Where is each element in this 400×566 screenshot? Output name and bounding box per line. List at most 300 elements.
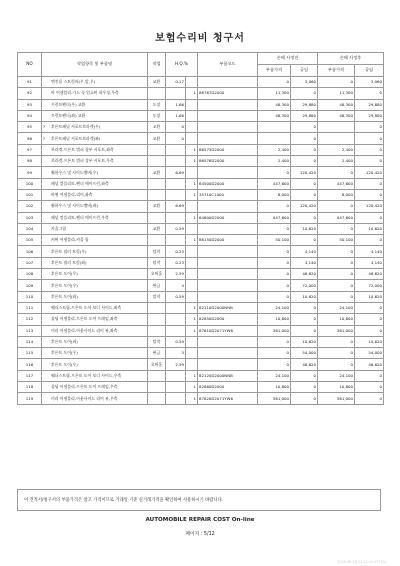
row-hq: 0 <box>166 133 186 144</box>
row-after-labor: 10,620 <box>355 291 384 302</box>
row-hq <box>166 88 186 99</box>
row-part-code <box>198 291 258 302</box>
row-item-name <box>42 212 148 223</box>
row-qty <box>186 291 198 302</box>
row-after-labor: 29,880 <box>355 99 384 110</box>
row-part-code <box>198 280 258 291</box>
row-no: 112 <box>18 314 42 325</box>
row-item-name <box>42 269 148 280</box>
row-hq: 0.59 <box>166 223 186 234</box>
row-no: 119 <box>18 393 42 404</box>
row-work-type <box>148 325 166 336</box>
row-qty: 1 <box>186 144 198 155</box>
row-no: 105 <box>18 235 42 246</box>
row-part-code <box>198 122 258 133</box>
row-after-part-price: 0 <box>318 359 355 370</box>
row-item-label: 패널 컴플리트-펜더 에이프런,우측 <box>51 214 109 220</box>
row-before-part-price: 0 <box>258 201 291 212</box>
row-item-label: 후론트 도어(우) <box>51 361 78 367</box>
row-item-label: 후론트패널 서포트브라켓(우) <box>51 124 101 130</box>
row-work-type <box>148 156 166 167</box>
row-part-code <box>198 269 258 280</box>
row-item-label: 후론트 도어(우) <box>51 282 78 288</box>
row-no: 111 <box>18 302 42 313</box>
row-item-label: 미러 어셈블리-아웃사이드 리어 뷰,우측 <box>51 395 118 401</box>
row-work-type: 교환 <box>148 223 166 234</box>
table-row <box>18 133 384 144</box>
cost-table <box>17 52 384 405</box>
row-before-labor: 29,880 <box>291 110 318 121</box>
row-hq: 3 <box>166 348 186 359</box>
row-item-label: 후론트 필러 트림(좌) <box>51 259 87 265</box>
row-no: 113 <box>18 325 42 336</box>
page-indicator: 페이지 : 5/12 <box>185 532 215 537</box>
row-before-part-price: 0 <box>258 280 291 291</box>
row-no: 95 <box>18 122 42 133</box>
row-hq: 1.66 <box>166 99 186 110</box>
row-before-labor: 0 <box>291 370 318 381</box>
row-before-part-price: 50,100 <box>258 235 291 246</box>
row-after-part-price: 48,300 <box>318 99 355 110</box>
row-qty <box>186 348 198 359</box>
row-qty <box>186 122 198 133</box>
row-before-labor: 0 <box>291 178 318 189</box>
row-item-label: 프런트펜더(좌) 교환 <box>51 113 86 119</box>
row-before-part-price: 11,300 <box>258 88 291 99</box>
row-no: 97 <box>18 144 42 155</box>
row-after-part-price: 24,100 <box>318 370 355 381</box>
row-hq <box>166 156 186 167</box>
row-after-labor: 0 <box>355 370 384 381</box>
table-row <box>18 201 384 212</box>
table-row <box>18 257 384 268</box>
table-row <box>18 359 384 370</box>
row-work-type: 교환 <box>148 133 166 144</box>
row-qty <box>186 167 198 178</box>
table-row <box>18 246 384 257</box>
table-row <box>18 382 384 393</box>
row-no: 98 <box>18 156 42 167</box>
row-work-type: 판금 <box>148 348 166 359</box>
row-work-type <box>148 88 166 99</box>
row-part-code: 82110D2000NNB <box>198 302 258 313</box>
table-row <box>18 156 384 167</box>
row-no: 100 <box>18 178 42 189</box>
row-part-code: 35710C1000 <box>198 189 258 200</box>
row-before-labor: 46,620 <box>291 359 318 370</box>
row-before-part-price <box>258 133 291 144</box>
row-after-labor: 0 <box>355 212 384 223</box>
row-after-labor: 10,620 <box>355 223 384 234</box>
print-timestamp: 2020-05-18 11:12:14,077(G) <box>337 560 386 564</box>
table-row <box>18 370 384 381</box>
table-row <box>18 110 384 121</box>
row-after-labor: 4,140 <box>355 246 384 257</box>
row-work-type <box>148 178 166 189</box>
row-qty: 1 <box>186 370 198 381</box>
row-after-labor: 0 <box>355 235 384 246</box>
row-item-name <box>42 348 148 359</box>
row-before-labor: 29,880 <box>291 99 318 110</box>
row-part-code: 82860D2000 <box>198 382 258 393</box>
row-before-labor: 10,620 <box>291 336 318 347</box>
row-after-labor: 10,620 <box>355 336 384 347</box>
row-part-code <box>198 110 258 121</box>
header-after-labor: 공임 <box>355 65 384 77</box>
row-after-part-price: 2,400 <box>318 156 355 167</box>
row-before-labor: 0 <box>291 212 318 223</box>
table-row <box>18 314 384 325</box>
row-part-code: 82120D2000NNB <box>198 370 258 381</box>
row-item-name <box>42 382 148 393</box>
row-work-type <box>148 382 166 393</box>
price-notice: 이 견적서/청구서의 부품가격은 참고 가격이므로 거래일 기준 실거래가격을 확인하여 사용하시기 바랍니다. <box>17 489 381 511</box>
row-before-part-price: 10,800 <box>258 382 291 393</box>
row-before-part-price: 24,100 <box>258 302 291 313</box>
table-row <box>18 325 384 336</box>
row-part-code <box>198 223 258 234</box>
row-part-code <box>198 133 258 144</box>
row-after-part-price: 0 <box>318 348 355 359</box>
row-hq <box>166 302 186 313</box>
row-no: 101 <box>18 189 42 200</box>
row-after-labor: 0 <box>355 156 384 167</box>
row-item-name <box>42 280 148 291</box>
row-after-part-price: 10,800 <box>318 314 355 325</box>
row-before-part-price: 361,000 <box>258 393 291 404</box>
row-before-labor: 0 <box>291 235 318 246</box>
row-after-part-price: 447,600 <box>318 178 355 189</box>
row-item-name <box>42 156 148 167</box>
row-no: 93 <box>18 99 42 110</box>
row-item-label: 휠하우스 및 사이드멤버(좌) <box>51 203 98 209</box>
row-item-label: 후론트 도어(좌) <box>51 293 78 299</box>
row-item-name <box>42 325 148 336</box>
row-item-label: 프런트펜더(우) 교환 <box>51 101 86 107</box>
row-item-name <box>42 393 148 404</box>
row-hq: 6.69 <box>166 167 186 178</box>
row-item-name <box>42 167 148 178</box>
row-after-part-price: 447,600 <box>318 212 355 223</box>
row-item-name <box>42 189 148 200</box>
row-before-part-price: 0 <box>258 77 291 88</box>
row-before-part-price: 0 <box>258 336 291 347</box>
row-after-labor: 46,620 <box>355 269 384 280</box>
row-after-labor: 54,000 <box>355 348 384 359</box>
row-hq: 4 <box>166 280 186 291</box>
row-after-labor: 0 <box>355 144 384 155</box>
row-item-label: 미러 어셈블리-아웃사이드 리어 뷰,좌측 <box>51 327 118 333</box>
footer-title: AUTOMOBILE REPAIR COST On-line <box>145 517 255 523</box>
row-work-type <box>148 189 166 200</box>
row-before-part-price: 0 <box>258 223 291 234</box>
row-qty: 1 <box>186 382 198 393</box>
header-after-part-price: 부품가격 <box>318 65 355 77</box>
row-after-labor: 0 <box>355 382 384 393</box>
row-qty: 1 <box>186 88 198 99</box>
row-work-type: 교환 <box>148 122 166 133</box>
row-item-label: 몰딩 어셈블리-프론트 도어 프레임,좌측 <box>51 316 118 322</box>
row-mark: ? <box>43 124 46 130</box>
row-qty <box>186 77 198 88</box>
row-hq <box>166 144 186 155</box>
row-work-type <box>148 393 166 404</box>
row-after-labor: 0 <box>355 189 384 200</box>
row-hq: 0 <box>166 122 186 133</box>
row-after-labor: 0 <box>355 122 384 133</box>
row-qty <box>186 201 198 212</box>
row-before-labor: 4,140 <box>291 246 318 257</box>
row-work-type: 판금 <box>148 280 166 291</box>
row-before-labor: 0 <box>291 325 318 336</box>
row-part-code: 64600D2000 <box>198 212 258 223</box>
header-hq: H.Q.% <box>166 53 198 77</box>
row-part-code: 86576D2000 <box>198 156 258 167</box>
row-before-labor: 0 <box>291 122 318 133</box>
row-before-part-price: 10,800 <box>258 314 291 325</box>
row-after-labor: 4,140 <box>355 257 384 268</box>
row-item-label: 후론트 도어(우) <box>51 271 78 277</box>
row-item-name <box>42 246 148 257</box>
row-item-label: 브라켓-프론트 범퍼 상부 서포트,좌측 <box>51 146 114 152</box>
row-work-type: 탈착 <box>148 291 166 302</box>
row-after-part-price: 0 <box>318 269 355 280</box>
row-after-part-price <box>318 122 355 133</box>
row-qty: 1 <box>186 235 198 246</box>
row-after-labor: 72,000 <box>355 280 384 291</box>
row-item-label: 브라켓-프론트 범퍼 상부 서포트,우측 <box>51 158 114 164</box>
row-after-part-price: 2,400 <box>318 144 355 155</box>
row-item-name <box>42 122 148 133</box>
header-after-adjustment: 손해 사정후 <box>318 53 384 65</box>
row-after-labor: 0 <box>355 393 384 404</box>
row-after-part-price: 0 <box>318 257 355 268</box>
row-work-type <box>148 212 166 223</box>
table-row <box>18 223 384 234</box>
row-after-labor: 0 <box>355 133 384 144</box>
row-after-part-price: 0 <box>318 77 355 88</box>
row-item-name <box>42 99 148 110</box>
row-after-part-price: 0 <box>318 167 355 178</box>
row-item-label: 커버 어셈블리-카울 톱 <box>51 237 89 243</box>
table-row <box>18 302 384 313</box>
row-item-label: 엔진룸 스트럿바(우,앞,우) <box>51 79 96 85</box>
header-part-code: 부품코드 <box>198 53 258 77</box>
row-before-labor: 10,620 <box>291 223 318 234</box>
row-item-name <box>42 291 148 302</box>
row-hq: 1.66 <box>166 110 186 121</box>
header-before-adjustment: 손해 사정전 <box>258 53 318 65</box>
row-work-type: 탈착 <box>148 257 166 268</box>
row-before-labor: 0 <box>291 133 318 144</box>
row-hq <box>166 189 186 200</box>
row-qty: 1 <box>186 302 198 313</box>
table-row <box>18 269 384 280</box>
row-before-part-price <box>258 122 291 133</box>
row-work-type: 오버홀 <box>148 359 166 370</box>
row-qty <box>186 223 198 234</box>
row-qty <box>186 133 198 144</box>
row-before-labor: 0 <box>291 302 318 313</box>
row-after-part-price: 24,100 <box>318 302 355 313</box>
row-work-type: 교환 <box>148 201 166 212</box>
row-item-name <box>42 133 148 144</box>
row-item-label: 카울그릴 <box>51 226 67 232</box>
row-hq <box>166 393 186 404</box>
row-work-type: 탈착 <box>148 336 166 347</box>
row-qty <box>186 257 198 268</box>
row-mark: ? <box>43 135 46 141</box>
table-row <box>18 280 384 291</box>
row-item-label: 몰딩 어셈블리-프론트 도어 프레임,우측 <box>51 384 118 390</box>
row-after-part-price: 0 <box>318 223 355 234</box>
row-qty: 1 <box>186 314 198 325</box>
row-after-part-price: 0 <box>318 246 355 257</box>
table-row <box>18 178 384 189</box>
row-after-labor: 0 <box>355 325 384 336</box>
row-no: 106 <box>18 246 42 257</box>
row-hq <box>166 178 186 189</box>
row-item-label: 바 어셈블리-가드 속 업쇼버 하우징,우측 <box>51 90 119 96</box>
row-qty <box>186 280 198 291</box>
row-item-name <box>42 336 148 347</box>
row-after-labor: 0 <box>355 88 384 99</box>
row-no: 102 <box>18 201 42 212</box>
row-item-name <box>42 88 148 99</box>
row-item-name <box>42 257 148 268</box>
row-after-part-price: 0 <box>318 291 355 302</box>
row-item-label: 패널 컴플리트-펜더 에이프런,좌측 <box>51 180 109 186</box>
row-item-label: 후론트 필러 트림(우) <box>51 248 87 254</box>
row-before-labor: 0 <box>291 314 318 325</box>
page-title: 보험수리비 청구서 <box>155 33 245 44</box>
row-part-code: 87610D2071YW6 <box>198 325 258 336</box>
row-after-labor: 0 <box>355 178 384 189</box>
row-qty: 1 <box>186 189 198 200</box>
row-item-name <box>42 201 148 212</box>
row-qty <box>186 99 198 110</box>
row-no: 103 <box>18 212 42 223</box>
table-row <box>18 235 384 246</box>
row-no: 107 <box>18 257 42 268</box>
row-before-part-price: 48,300 <box>258 110 291 121</box>
row-item-name <box>42 370 148 381</box>
row-before-part-price: 2,400 <box>258 144 291 155</box>
row-hq <box>166 212 186 223</box>
row-qty: 1 <box>186 325 198 336</box>
row-qty <box>186 336 198 347</box>
row-before-part-price: 0 <box>258 269 291 280</box>
row-before-labor: 46,620 <box>291 269 318 280</box>
row-hq <box>166 382 186 393</box>
row-part-code: 86767D2000 <box>198 88 258 99</box>
row-no: 118 <box>18 382 42 393</box>
row-no: 92 <box>18 88 42 99</box>
row-qty <box>186 246 198 257</box>
row-before-labor: 54,000 <box>291 348 318 359</box>
row-no: 108 <box>18 269 42 280</box>
row-part-code <box>198 201 258 212</box>
row-before-part-price: 361,000 <box>258 325 291 336</box>
row-qty <box>186 269 198 280</box>
table-row <box>18 88 384 99</box>
row-hq: 2.59 <box>166 359 186 370</box>
table-row <box>18 348 384 359</box>
row-qty: 1 <box>186 393 198 404</box>
table-row <box>18 99 384 110</box>
row-item-label: 후론트 도어(좌) <box>51 339 78 345</box>
table-row <box>18 393 384 404</box>
row-item-name <box>42 144 148 155</box>
row-no: 109 <box>18 280 42 291</box>
row-after-labor: 3,060 <box>355 77 384 88</box>
row-work-type: 도장 <box>148 110 166 121</box>
row-before-part-price: 0 <box>258 246 291 257</box>
table-row <box>18 291 384 302</box>
row-hq: 0.23 <box>166 246 186 257</box>
row-after-part-price: 361,000 <box>318 325 355 336</box>
row-before-labor: 0 <box>291 189 318 200</box>
row-work-type <box>148 235 166 246</box>
row-item-name <box>42 314 148 325</box>
header-before-part-price: 부품가격 <box>258 65 291 77</box>
row-item-label: 웨더스트립-프론트 도어 보디 사이드,우측 <box>51 372 122 378</box>
row-hq <box>166 370 186 381</box>
row-before-part-price: 0 <box>258 348 291 359</box>
row-before-labor: 120,420 <box>291 201 318 212</box>
row-no: 110 <box>18 291 42 302</box>
row-before-part-price: 0 <box>258 359 291 370</box>
header-row-1 <box>18 53 384 65</box>
table-row <box>18 167 384 178</box>
row-hq: 0.23 <box>166 257 186 268</box>
row-before-labor: 3,060 <box>291 77 318 88</box>
row-hq: 0.59 <box>166 336 186 347</box>
row-part-code <box>198 336 258 347</box>
row-before-part-price: 8,000 <box>258 189 291 200</box>
row-hq <box>166 235 186 246</box>
row-item-name <box>42 235 148 246</box>
row-qty: 1 <box>186 178 198 189</box>
row-no: 94 <box>18 110 42 121</box>
row-after-labor: 120,420 <box>355 201 384 212</box>
row-item-label: 바퀴 어셈블리-리어,좌측 <box>51 192 93 198</box>
row-after-part-price: 361,000 <box>318 393 355 404</box>
row-part-code: 82850D2000 <box>198 314 258 325</box>
row-work-type: 교환 <box>148 167 166 178</box>
row-no: 117 <box>18 370 42 381</box>
row-before-part-price: 48,300 <box>258 99 291 110</box>
row-no: 114 <box>18 336 42 347</box>
row-work-type: 교환 <box>148 77 166 88</box>
row-part-code <box>198 246 258 257</box>
row-item-name <box>42 302 148 313</box>
row-after-part-price: 0 <box>318 280 355 291</box>
row-item-label: 휠하우스 및 사이드멤버(우) <box>51 169 98 175</box>
table-row <box>18 212 384 223</box>
row-part-code: 86575D2000 <box>198 144 258 155</box>
row-before-part-price: 2,400 <box>258 156 291 167</box>
row-no: 96 <box>18 133 42 144</box>
row-item-name <box>42 110 148 121</box>
row-qty: 1 <box>186 212 198 223</box>
row-after-part-price: 0 <box>318 201 355 212</box>
row-before-labor: 0 <box>291 88 318 99</box>
row-part-code <box>198 99 258 110</box>
row-work-type <box>148 302 166 313</box>
table-row <box>18 189 384 200</box>
row-part-code: 87620D2071YW6 <box>198 393 258 404</box>
